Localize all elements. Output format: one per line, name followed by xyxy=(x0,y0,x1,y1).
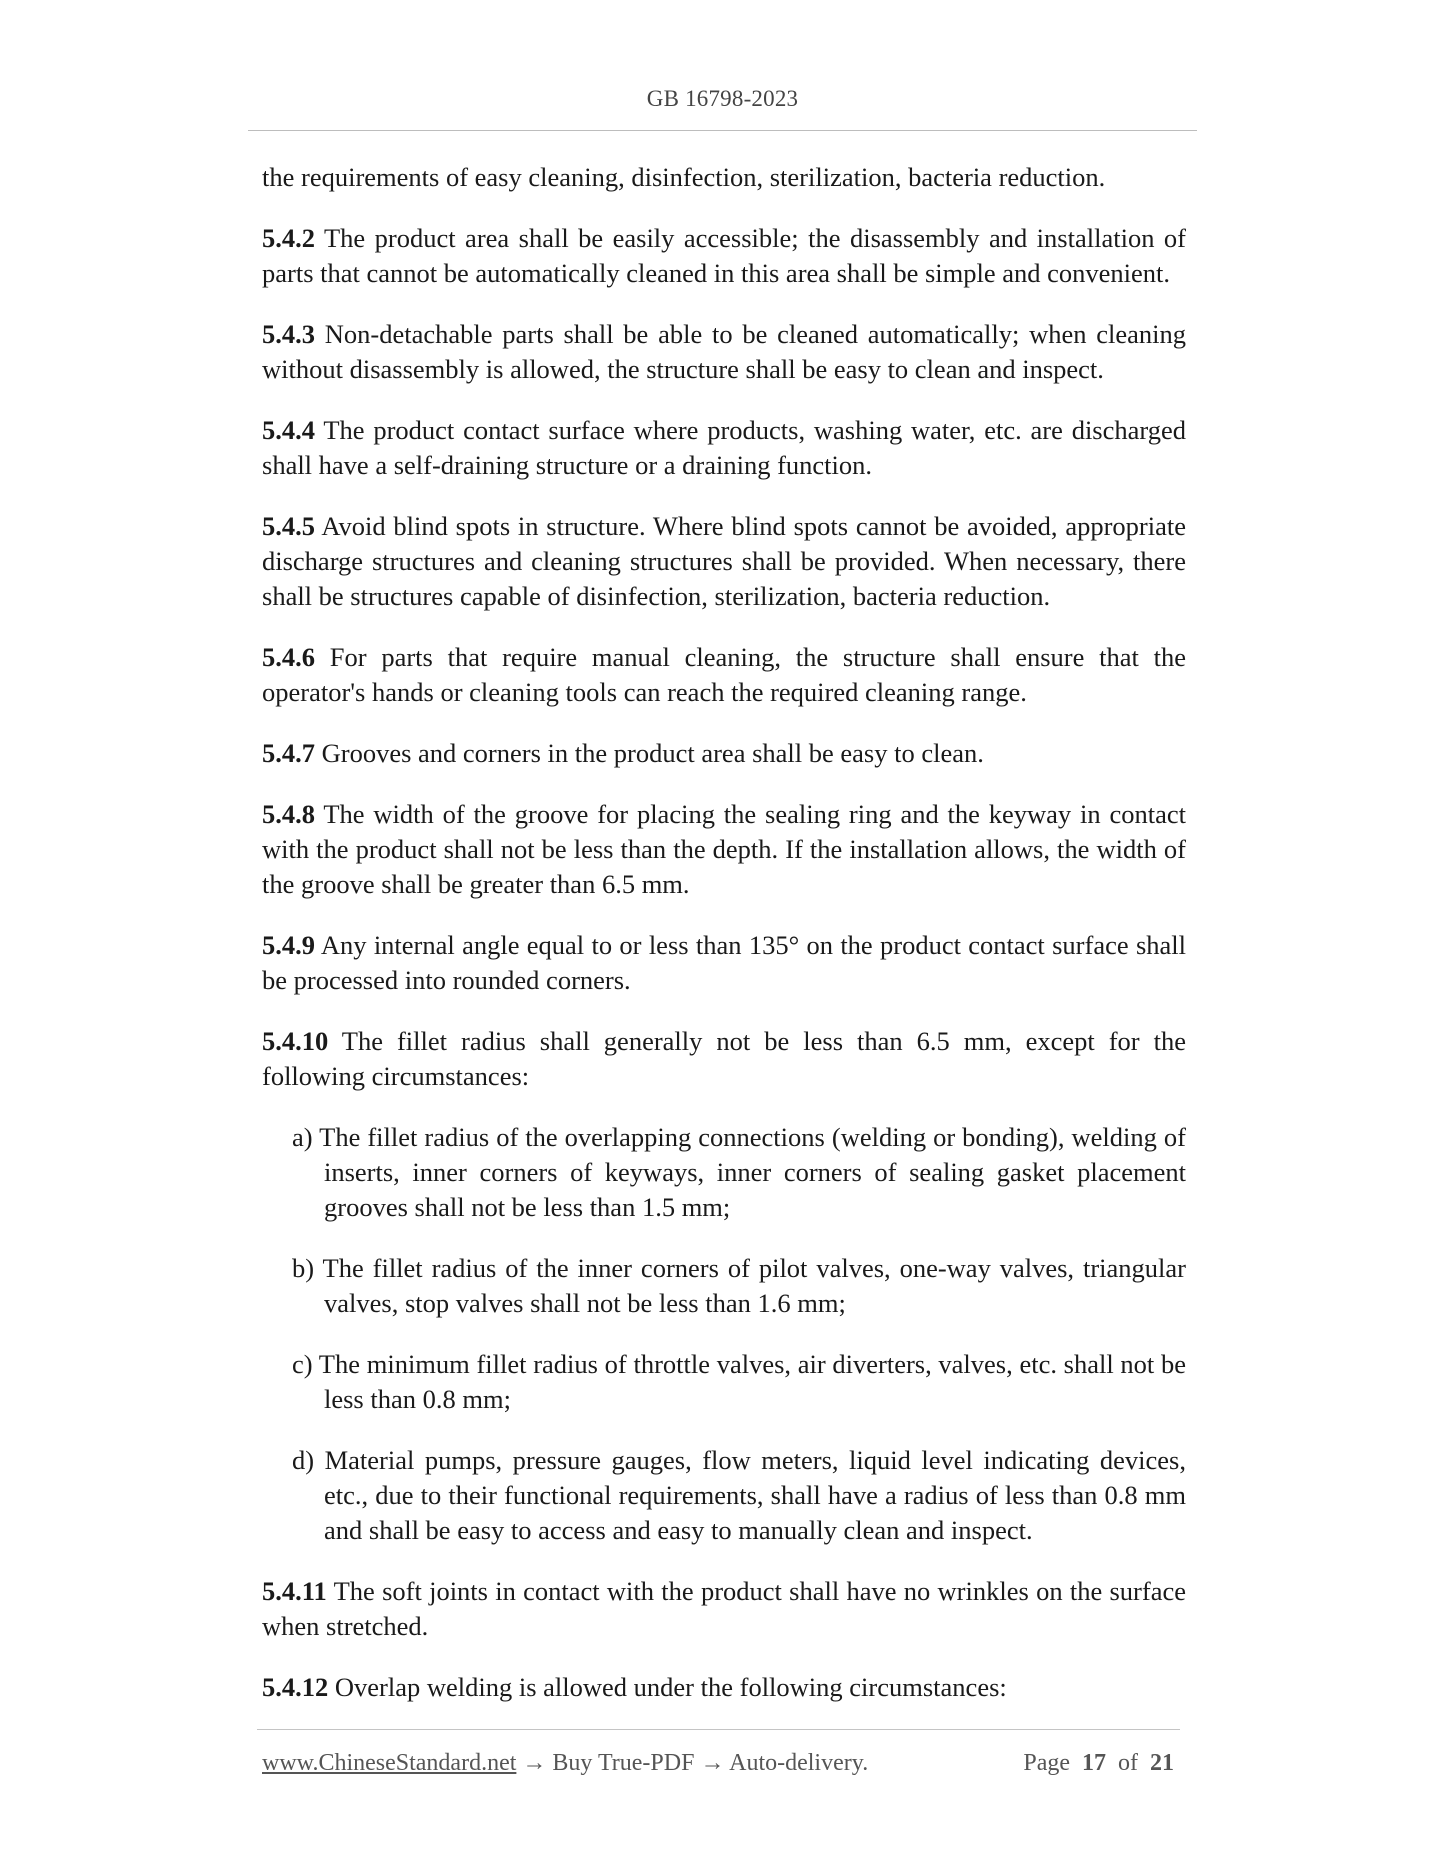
clause-5-4-12 xyxy=(262,1670,1186,1705)
page-total: 21 xyxy=(1150,1750,1174,1776)
clause-text: Non-detachable parts shall be able to be cleaned automatically; when cleaning without disassembly is allowed, the structure shall be easy to clean and inspect. xyxy=(262,319,1186,384)
clause-number: 5.4.3 xyxy=(262,319,315,349)
list-item: b) The fillet radius of the inner corners of pilot valves, one-way valves, triangular valves, stop valves shall not be less than 1.6 mm; xyxy=(292,1253,1186,1318)
clause-number: 5.4.6 xyxy=(262,642,315,672)
of-label: of xyxy=(1118,1750,1138,1776)
clause-text: The width of the groove for placing the sealing ring and the keyway in contact with the product shall not be less than the depth. If the installation allows, the width of the groove shall be greater than 6.5 mm. xyxy=(262,799,1186,899)
clause-number: 5.4.7 xyxy=(262,738,315,768)
clause-5-4-4 xyxy=(262,413,1186,483)
page-current: 17 xyxy=(1082,1750,1106,1776)
clause-5-4-10 xyxy=(262,1024,1186,1094)
clause-text: Grooves and corners in the product area shall be easy to clean. xyxy=(321,738,984,768)
clause-number: 5.4.9 xyxy=(262,930,315,960)
clause-5-4-7 xyxy=(262,736,1186,771)
clause-number: 5.4.5 xyxy=(262,511,315,541)
clause-5-4-11 xyxy=(262,1574,1186,1644)
footer-divider xyxy=(257,1729,1180,1730)
website-link[interactable]: www.ChineseStandard.net xyxy=(262,1750,517,1776)
clause-number: 5.4.8 xyxy=(262,799,315,829)
clause-5-4-3 xyxy=(262,317,1186,387)
document-header-title: GB 16798-2023 xyxy=(646,86,799,111)
page-label: Page xyxy=(1023,1750,1070,1776)
clause-number: 5.4.12 xyxy=(262,1672,329,1702)
list-item: c) The minimum fillet radius of throttle valves, air diverters, valves, etc. shall not be less than 0.8 mm; xyxy=(292,1349,1186,1414)
page-indicator xyxy=(1023,1750,1174,1777)
clause-text: The soft joints in contact with the product shall have no wrinkles on the surface when stretched. xyxy=(262,1576,1186,1641)
clause-text: Avoid blind spots in structure. Where blind spots cannot be avoided, appropriate discharge structures and cleaning structures shall be provided. When necessary, there shall be structures capable of disinfection, sterilization, bacteria reduction. xyxy=(262,511,1186,611)
clause-number: 5.4.4 xyxy=(262,415,315,445)
clause-text: For parts that require manual cleaning, the structure shall ensure that the operator's hands or cleaning tools can reach the required cleaning range. xyxy=(262,642,1186,707)
clause-text: The product contact surface where products, washing water, etc. are discharged shall have a self-draining structure or a draining function. xyxy=(262,415,1186,480)
clause-5-4-2 xyxy=(262,221,1186,291)
clause-5-4-8 xyxy=(262,797,1186,902)
clause-number: 5.4.11 xyxy=(262,1576,327,1606)
clause-text: Any internal angle equal to or less than 135° on the product contact surface shall be processed into rounded corners. xyxy=(262,930,1186,995)
footer-tagline: → Buy True-PDF → Auto-delivery. xyxy=(516,1750,869,1776)
intro-paragraph: the requirements of easy cleaning, disinfection, sterilization, bacteria reduction. xyxy=(262,162,1106,192)
clause-5-4-5 xyxy=(262,509,1186,614)
clause-5-4-9 xyxy=(262,928,1186,998)
clause-number: 5.4.2 xyxy=(262,223,315,253)
clause-text: The product area shall be easily accessible; the disassembly and installation of parts that cannot be automatically cleaned in this area shall be simple and convenient. xyxy=(262,223,1186,288)
footer-promo xyxy=(262,1750,868,1777)
document-body xyxy=(262,160,1186,1731)
clause-text: Overlap welding is allowed under the following circumstances: xyxy=(334,1672,1007,1702)
list-item: a) The fillet radius of the overlapping connections (welding or bonding), welding of inserts, inner corners of keyways, inner corners of sealing gasket placement grooves shall not be less than 1.5 mm; xyxy=(292,1122,1186,1222)
clause-number: 5.4.10 xyxy=(262,1026,329,1056)
clause-text: The fillet radius shall generally not be less than 6.5 mm, except for the following circumstances: xyxy=(262,1026,1187,1091)
list-item: d) Material pumps, pressure gauges, flow meters, liquid level indicating devices, etc., due to their functional requirements, shall have a radius of less than 0.8 mm and shall be easy to access and easy to manually clean and inspect. xyxy=(292,1445,1186,1545)
clause-5-4-6 xyxy=(262,640,1186,710)
header-divider xyxy=(248,130,1197,131)
